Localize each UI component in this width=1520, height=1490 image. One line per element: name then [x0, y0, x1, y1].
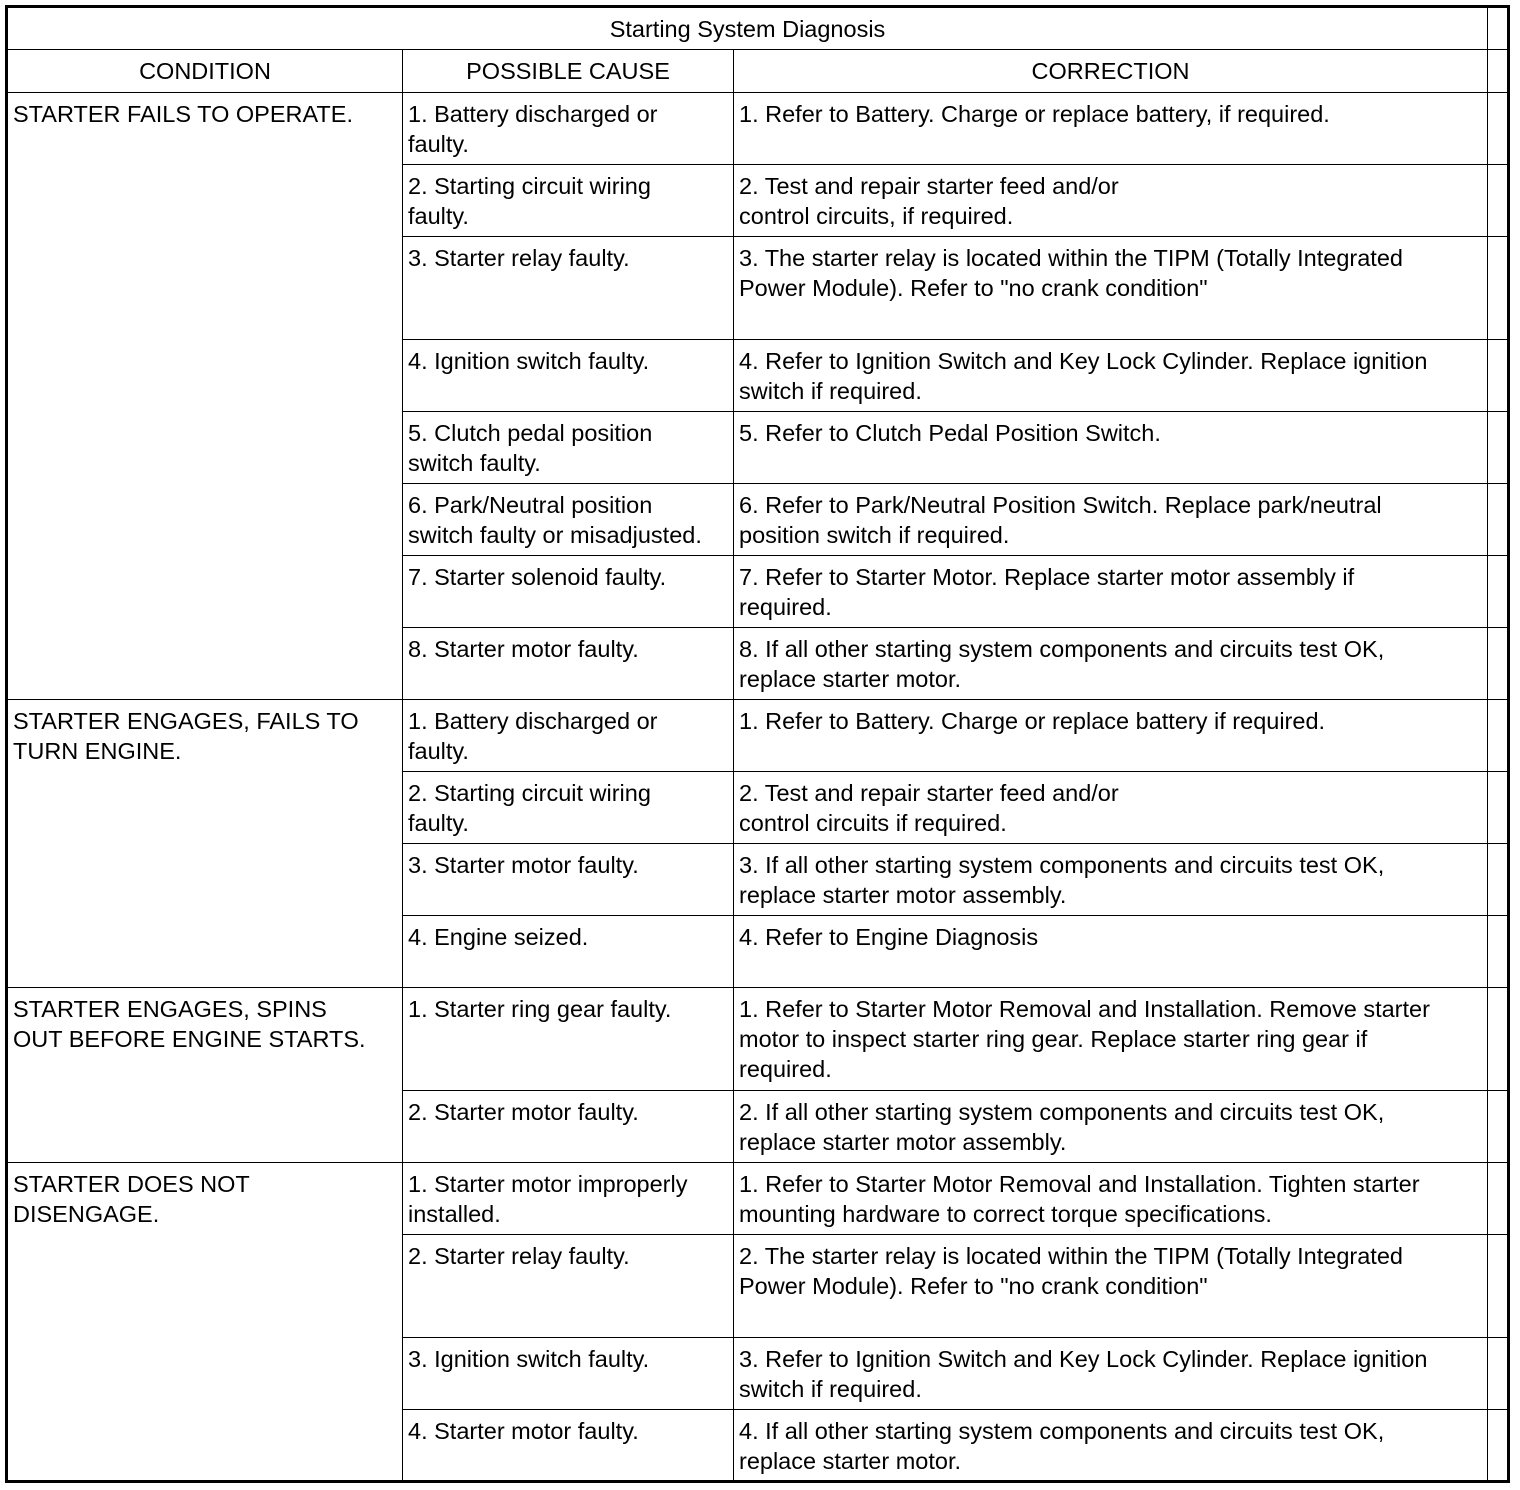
right-margin-cell — [1488, 93, 1509, 165]
correction-cell: 1. Refer to Starter Motor Removal and Installation. Remove starter motor to inspect starter ring gear. Replace starter ring gear if required. — [734, 988, 1488, 1091]
possible-cause-cell: 2. Starting circuit wiring faulty. — [403, 772, 734, 844]
right-margin-cell — [1488, 700, 1509, 772]
right-margin-cell — [1488, 556, 1509, 628]
possible-cause-cell: 1. Battery discharged or faulty. — [403, 700, 734, 772]
correction-cell: 4. If all other starting system components and circuits test OK, replace starter motor. — [734, 1410, 1488, 1482]
possible-cause-cell: 1. Battery discharged or faulty. — [403, 93, 734, 165]
possible-cause-cell: 3. Starter relay faulty. — [403, 237, 734, 340]
right-margin-cell — [1488, 7, 1509, 50]
correction-cell: 2. Test and repair starter feed and/or control circuits if required. — [734, 772, 1488, 844]
table-row — [7, 988, 1509, 1091]
right-margin-cell — [1488, 1410, 1509, 1482]
right-margin-cell — [1488, 1235, 1509, 1338]
correction-cell: 3. If all other starting system components and circuits test OK, replace starter motor assembly. — [734, 844, 1488, 916]
right-margin-cell — [1488, 844, 1509, 916]
possible-cause-cell: 4. Ignition switch faulty. — [403, 340, 734, 412]
right-margin-cell — [1488, 412, 1509, 484]
header-condition: CONDITION — [7, 50, 403, 93]
correction-cell: 6. Refer to Park/Neutral Position Switch. Replace park/neutral position switch if required. — [734, 484, 1488, 556]
title-row — [7, 7, 1509, 50]
header-possible-cause: POSSIBLE CAUSE — [403, 50, 734, 93]
correction-cell: 2. The starter relay is located within the TIPM (Totally Integrated Power Module). Refer to "no crank condition" — [734, 1235, 1488, 1338]
header-row — [7, 50, 1509, 93]
correction-cell: 7. Refer to Starter Motor. Replace starter motor assembly if required. — [734, 556, 1488, 628]
header-correction: CORRECTION — [734, 50, 1488, 93]
correction-cell: 1. Refer to Battery. Charge or replace battery, if required. — [734, 93, 1488, 165]
possible-cause-cell: 2. Starter relay faulty. — [403, 1235, 734, 1338]
right-margin-cell — [1488, 916, 1509, 988]
correction-cell: 5. Refer to Clutch Pedal Position Switch. — [734, 412, 1488, 484]
correction-cell: 2. If all other starting system components and circuits test OK, replace starter motor assembly. — [734, 1091, 1488, 1163]
possible-cause-cell: 1. Starter ring gear faulty. — [403, 988, 734, 1091]
correction-cell: 4. Refer to Engine Diagnosis — [734, 916, 1488, 988]
correction-cell: 1. Refer to Battery. Charge or replace battery if required. — [734, 700, 1488, 772]
right-margin-cell — [1488, 772, 1509, 844]
possible-cause-cell: 4. Engine seized. — [403, 916, 734, 988]
diagnosis-table-body — [7, 7, 1509, 1482]
table-row — [7, 700, 1509, 772]
right-margin-cell — [1488, 628, 1509, 700]
possible-cause-cell: 1. Starter motor improperly installed. — [403, 1163, 734, 1235]
possible-cause-cell: 7. Starter solenoid faulty. — [403, 556, 734, 628]
condition-cell: STARTER ENGAGES, SPINS OUT BEFORE ENGINE STARTS. — [7, 988, 403, 1163]
correction-cell: 4. Refer to Ignition Switch and Key Lock Cylinder. Replace ignition switch if required. — [734, 340, 1488, 412]
right-margin-cell — [1488, 1091, 1509, 1163]
possible-cause-cell: 2. Starter motor faulty. — [403, 1091, 734, 1163]
possible-cause-cell: 4. Starter motor faulty. — [403, 1410, 734, 1482]
right-margin-cell — [1488, 988, 1509, 1091]
correction-cell: 1. Refer to Starter Motor Removal and Installation. Tighten starter mounting hardware to correct torque specifications. — [734, 1163, 1488, 1235]
possible-cause-cell: 3. Starter motor faulty. — [403, 844, 734, 916]
right-margin-cell — [1488, 237, 1509, 340]
right-margin-cell — [1488, 484, 1509, 556]
possible-cause-cell: 3. Ignition switch faulty. — [403, 1338, 734, 1410]
table-row — [7, 1163, 1509, 1235]
possible-cause-cell: 5. Clutch pedal position switch faulty. — [403, 412, 734, 484]
condition-cell: STARTER FAILS TO OPERATE. — [7, 93, 403, 700]
correction-cell: 8. If all other starting system components and circuits test OK, replace starter motor. — [734, 628, 1488, 700]
right-margin-cell — [1488, 1163, 1509, 1235]
table-row — [7, 93, 1509, 165]
correction-cell: 2. Test and repair starter feed and/or control circuits, if required. — [734, 165, 1488, 237]
right-margin-cell — [1488, 50, 1509, 93]
possible-cause-cell: 6. Park/Neutral position switch faulty or misadjusted. — [403, 484, 734, 556]
possible-cause-cell: 2. Starting circuit wiring faulty. — [403, 165, 734, 237]
right-margin-cell — [1488, 340, 1509, 412]
possible-cause-cell: 8. Starter motor faulty. — [403, 628, 734, 700]
correction-cell: 3. The starter relay is located within the TIPM (Totally Integrated Power Module). Refer to "no crank condition" — [734, 237, 1488, 340]
condition-cell: STARTER ENGAGES, FAILS TO TURN ENGINE. — [7, 700, 403, 988]
correction-cell: 3. Refer to Ignition Switch and Key Lock Cylinder. Replace ignition switch if required. — [734, 1338, 1488, 1410]
table-title: Starting System Diagnosis — [7, 7, 1488, 50]
right-margin-cell — [1488, 165, 1509, 237]
diagnosis-table — [5, 5, 1510, 1483]
right-margin-cell — [1488, 1338, 1509, 1410]
condition-cell: STARTER DOES NOT DISENGAGE. — [7, 1163, 403, 1482]
